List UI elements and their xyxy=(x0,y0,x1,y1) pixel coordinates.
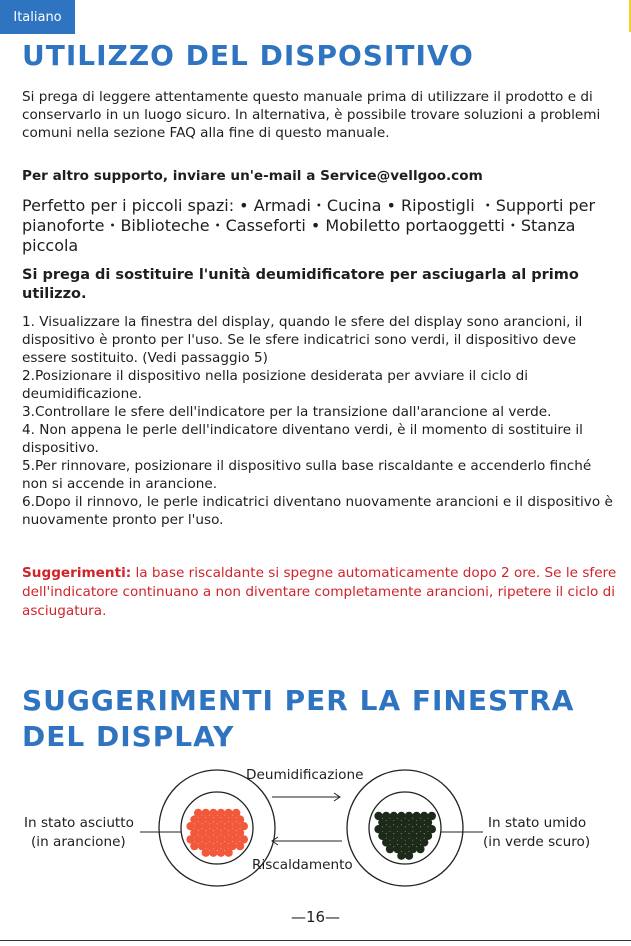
page-number: —16— xyxy=(290,908,341,926)
spaces-text: Perfetto per i piccoli spazi: • Armadi・Cucina • Ripostigli ・Supporti per pianoforte・Biblioteche・Casseforti • Mobiletto portaoggetti・Stanza piccola xyxy=(22,196,596,255)
dry-state-color-label: (in arancione) xyxy=(31,834,126,850)
page-number-value: 16 xyxy=(305,908,326,926)
section2-title-line1: SUGGERIMENTI PER LA FINESTRA xyxy=(22,684,575,717)
bead xyxy=(217,849,225,857)
support-text: Per altro supporto, inviare un'e-mail a Service@vellgoo.com xyxy=(22,168,483,184)
step-6: 6.Dopo il rinnovo, le perle indicatrici diventano nuovamente arancioni e il dispositivo è nuovamente pronto per l'uso. xyxy=(22,494,613,528)
step-3: 3.Controllare le sfere dell'indicatore per la transizione dall'arancione al verde. xyxy=(22,404,552,420)
section2-title-line2: DEL DISPLAY xyxy=(22,720,235,753)
bottom-rule xyxy=(0,940,631,941)
replace-note: Si prega di sostituire l'unità deumidificatore per asciugarla al primo utilizzo. xyxy=(22,267,579,302)
bead xyxy=(202,849,210,857)
bead xyxy=(416,845,424,853)
orange-beads-icon xyxy=(186,809,248,857)
bead xyxy=(236,842,244,850)
intro-text: Si prega di leggere attentamente questo manuale prima di utilizzare il prodotto e di conservarlo in un luogo sicuro. In alternativa, è possibile trovare soluzioni a problemi comuni nella sezione FAQ alla fine di questo manuale. xyxy=(22,89,601,141)
dry-state-label: In stato asciutto xyxy=(24,815,134,831)
step-5: 5.Per rinnovare, posizionare il dispositivo sulla base riscaldante e accenderlo finché non si accende in arancione. xyxy=(22,458,592,492)
wet-state-label: In stato umido xyxy=(488,815,587,831)
section1-title: UTILIZZO DEL DISPOSITIVO xyxy=(22,39,474,72)
tips-label: Suggerimenti: xyxy=(22,565,132,581)
green-beads-icon xyxy=(374,812,436,860)
language-tab: Italiano xyxy=(0,0,75,34)
bead xyxy=(209,849,217,857)
dehumidify-label: Deumidificazione xyxy=(246,767,364,783)
bead xyxy=(397,852,405,860)
step-4: 4. Non appena le perle dell'indicatore diventano verdi, è il momento di sostituire il dispositivo. xyxy=(22,422,583,456)
bead xyxy=(190,842,198,850)
steps-list xyxy=(22,313,617,529)
heating-label: Riscaldamento xyxy=(252,857,353,873)
tips-paragraph xyxy=(22,564,617,621)
bead xyxy=(224,849,232,857)
tips-text: la base riscaldante si spegne automaticamente dopo 2 ore. Se le sfere dell'indicatore continuano a non diventare completamente arancioni, ripetere il ciclo di asciugatura. xyxy=(22,565,617,619)
bead xyxy=(386,845,394,853)
wet-state-color-label: (in verde scuro) xyxy=(483,834,591,850)
step-1: 1. Visualizzare la finestra del display, quando le sfere del display sono arancioni, il dispositivo è pronto per l'uso. Se le sfere indicatrici sono verdi, il dispositivo deve essere sostituito. (Vedi passaggio 5) xyxy=(22,314,583,366)
bead xyxy=(405,852,413,860)
step-2: 2.Posizionare il dispositivo nella posizione desiderata per avviare il ciclo di deumidificazione. xyxy=(22,368,529,402)
